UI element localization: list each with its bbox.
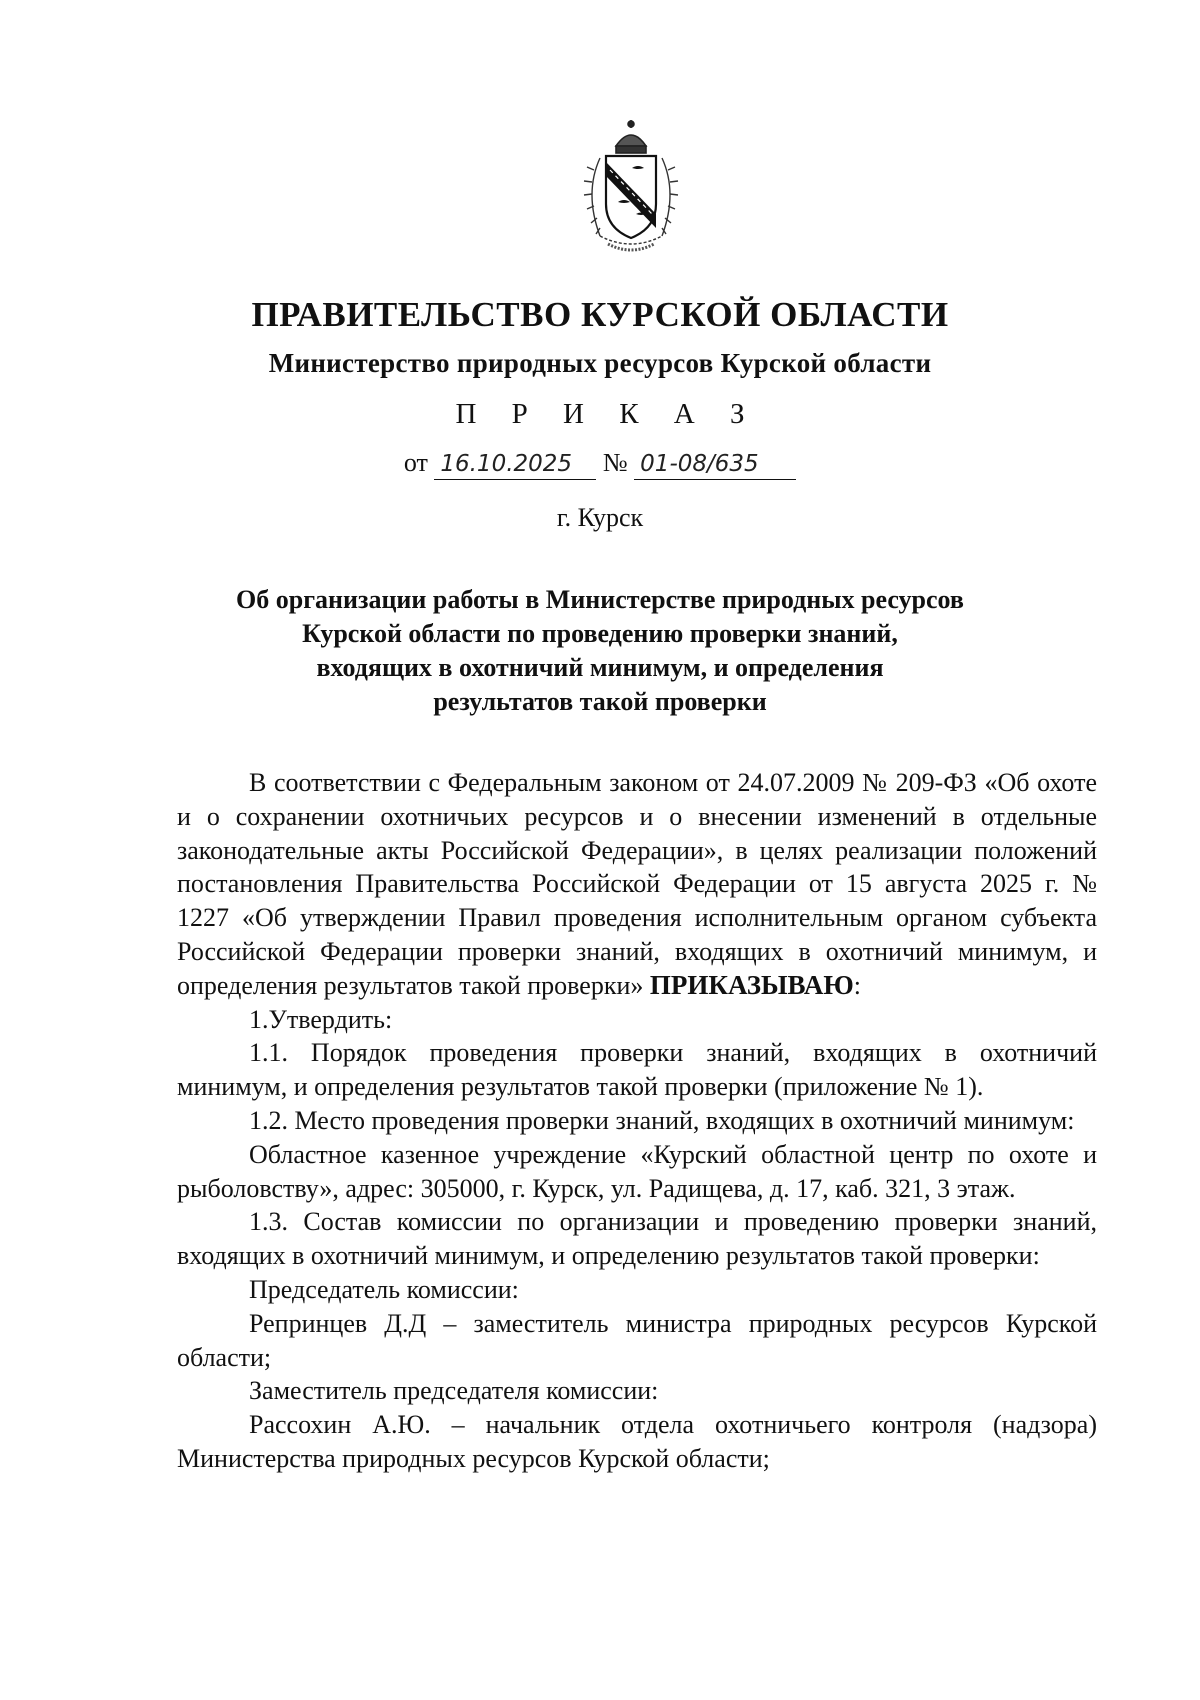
item-1-2: 1.2. Место проведения проверки знаний, входящих в охотничий минимум:: [249, 1105, 1075, 1135]
deputy-entry: Рассохин А.Ю. – начальник отдела охотничьего контроля (надзора) Министерства природных ресурсов Курской области;: [177, 1410, 1097, 1473]
item-1-1: 1.1. Порядок проведения проверки знаний, входящих в охотничий минимум, и определения результатов такой проверки (приложение № 1).: [177, 1038, 1097, 1102]
document-type: П Р И К А З: [455, 398, 759, 430]
date-number-line: [0, 448, 1200, 480]
subject-line: Курской области по проведению проверки знаний,: [302, 619, 898, 648]
subject-line: входящих в охотничий минимум, и определения: [316, 653, 884, 682]
preamble-paragraph: [177, 766, 1097, 1003]
preamble-text: В соответствии с Федеральным законом от 24.07.2009 № 209-ФЗ «Об охоте и о сохранении охотничьих ресурсов и о внесении изменений в отдельные законодательные акты Российской Федерации», в целях реализации положений постановления Правительства Российской Федерации от 15 августа 2025 г. № 1227 «Об утверждении Правил проведения исполнительным органом субъекта Российской Федерации проверки знаний, входящих в охотничий минимум, и определения результатов такой проверки»: [177, 768, 1097, 1000]
item-1: 1.Утвердить:: [249, 1004, 393, 1034]
item-1-3: 1.3. Состав комиссии по организации и проведению проверки знаний, входящих в охотничий минимум, и определению результатов такой проверки:: [177, 1207, 1097, 1271]
handwritten-number: 01-08/635: [634, 449, 796, 480]
chair-label: Председатель комиссии:: [249, 1274, 519, 1304]
deputy-label: Заместитель председателя комиссии:: [249, 1376, 659, 1406]
handwritten-date: 16.10.2025: [434, 449, 596, 480]
document-subject: [0, 583, 1200, 719]
subject-line: Об организации работы в Министерстве природных ресурсов: [236, 585, 964, 614]
ministry-name: Министерство природных ресурсов Курской области: [268, 348, 932, 378]
subject-line: результатов такой проверки: [433, 687, 767, 716]
document-body: [177, 766, 1097, 1476]
order-word: ПРИКАЗЫВАЮ: [649, 969, 854, 1000]
chair-entry: Репринцев Д.Д – заместитель министра природных ресурсов Курской области;: [177, 1308, 1097, 1372]
government-title: ПРАВИТЕЛЬСТВО КУРСКОЙ ОБЛАСТИ: [251, 295, 949, 334]
coat-of-arms-icon: [570, 118, 692, 258]
order-colon: :: [853, 970, 861, 1000]
number-prefix: №: [602, 448, 628, 477]
place-paragraph: Областное казенное учреждение «Курский областной центр по охоте и рыболовству», адрес: 305000, г. Курск, ул. Радищева, д. 17, каб. 321, 3 этаж.: [177, 1139, 1097, 1203]
date-prefix: от: [403, 448, 428, 477]
city: г. Курск: [556, 503, 644, 532]
